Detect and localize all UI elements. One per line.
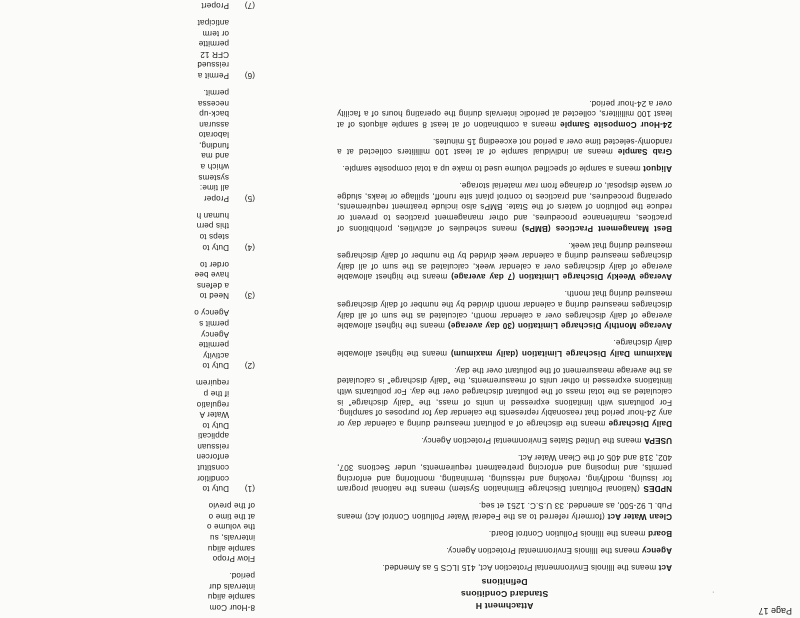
definition-term: Maximum Daily Discharge Limitation (daily maximum) — [450, 348, 672, 358]
definition-text: means the highest allowable average of daily discharges over a calendar week, calculated as the sum of all daily discharges measured during a calendar week divided by the number of daily discharges measured during that week. — [337, 240, 672, 282]
side-column — [0, 0, 255, 612]
condition-line: which a — [200, 162, 229, 172]
definition-term: Average Weekly Discharge Limitation (7 day average) — [451, 272, 672, 282]
definition-text: means the Illinois Environmental Protection Agency. — [446, 546, 640, 556]
definition-term: Agency — [641, 546, 672, 556]
condition-number: (6) — [244, 70, 255, 80]
condition-line: systems — [198, 172, 229, 182]
condition-text — [0, 16, 229, 80]
condition-line: and ma — [201, 151, 229, 161]
condition-line: Propert — [201, 1, 229, 10]
condition-text — [0, 500, 255, 564]
condition-line: requirem — [195, 378, 229, 388]
condition-line: 8-Hour Com — [209, 603, 255, 612]
definition-paragraph — [337, 239, 672, 281]
definition-term: 24-Hour Composite Sample — [560, 119, 672, 129]
condition-number: (4) — [244, 242, 255, 252]
condition-line: Agency — [201, 329, 229, 339]
condition-text — [0, 570, 255, 612]
conditions-list — [0, 0, 255, 612]
definition-text: (National Pollutant Discharge Elimination System) means the national program for issuing, modifying, revoking and reissuing, terminating, monitoring and enforcing permits, and imposing and enforcing pretreatment requirements, under Sections 307, 402, 318 and 405 of the Clean Water Act. — [337, 452, 672, 494]
condition-paragraph — [0, 377, 255, 494]
condition-line: anticipat — [197, 17, 229, 27]
condition-line: applicati — [197, 431, 229, 441]
condition-paragraph — [0, 570, 255, 612]
condition-paragraph — [0, 16, 255, 80]
definition-paragraph — [337, 97, 672, 129]
definition-paragraph — [337, 180, 672, 233]
condition-line: steps to — [199, 232, 229, 242]
page-number: Page 17 — [758, 606, 792, 616]
definition-paragraph — [337, 500, 672, 521]
condition-line: back-up — [199, 109, 229, 119]
condition-line: intervals, su — [209, 533, 255, 543]
condition-line: laborato — [198, 130, 229, 140]
definition-term: Grab Sample — [617, 147, 672, 157]
definition-paragraph — [337, 434, 672, 445]
condition-line: funding, — [198, 140, 229, 150]
condition-number: (1) — [244, 484, 255, 494]
condition-line: Proper — [203, 193, 229, 203]
condition-line: conditior — [197, 473, 229, 483]
definition-text: means the highest allowable daily discharge. — [336, 338, 672, 358]
definitions-heading: Definitions — [481, 577, 528, 587]
condition-text — [0, 209, 229, 251]
condition-line: necessa — [197, 98, 229, 108]
condition-line: reissuan — [197, 441, 229, 451]
definition-text: means the highest allowable average of daily discharges over a calendar month, calculated as the sum of all daily discharges measured during a calendar month divided by the number of daily discharges measured during that month. — [336, 289, 672, 331]
condition-line: sample aliqu — [207, 592, 255, 602]
definition-text: means the Illinois Pollution Control Board. — [488, 529, 646, 539]
definition-term: Aliquot — [643, 164, 672, 174]
definition-term: Average Monthly Discharge Limitation (30 day average) — [447, 321, 672, 331]
condition-line: a defens — [196, 280, 229, 290]
definition-term: Daily Discharge — [608, 418, 672, 428]
condition-text — [0, 307, 229, 371]
condition-number: (7) — [244, 1, 255, 10]
condition-line: human h — [196, 210, 229, 220]
condition-paragraph — [0, 209, 255, 251]
condition-line: if the p — [203, 388, 229, 398]
condition-line: Duty to — [202, 361, 229, 371]
condition-number: (5) — [244, 193, 255, 203]
condition-text — [0, 86, 229, 203]
condition-line: activity — [203, 350, 229, 360]
condition-text — [0, 377, 229, 494]
condition-line: of the previo — [208, 501, 255, 511]
stamp-mark: , — [712, 590, 714, 596]
condition-line: period. — [229, 571, 255, 581]
condition-paragraph — [0, 86, 255, 203]
condition-text — [0, 0, 229, 10]
definition-paragraph — [337, 364, 672, 428]
condition-line: all time: — [199, 183, 229, 193]
definition-paragraph — [337, 451, 672, 493]
definitions-list — [337, 97, 672, 572]
definition-term: NPDES — [643, 484, 672, 494]
definition-paragraph — [337, 544, 672, 555]
condition-line: Duty to — [202, 420, 229, 430]
definition-paragraph — [337, 163, 672, 174]
condition-line: order to — [199, 259, 229, 269]
definition-text: means a combination of at least 8 sample aliquots of at least 100 milliliters, collected at periodic intervals during the operating hours of a facility over a 24-hour period. — [337, 98, 672, 129]
condition-line: Permit a — [197, 70, 229, 80]
section-title: Standard Conditions — [460, 589, 549, 599]
definition-term: Board — [647, 529, 672, 539]
definition-paragraph — [337, 561, 672, 572]
condition-line: enforcen — [196, 452, 229, 462]
condition-line: at the time o — [208, 511, 255, 521]
definition-text: (formerly referred to as the Federal Water Pollution Control Act) means Pub. L 92-500, as amended. 33 U.S.C. 1251 et seq. — [336, 501, 672, 522]
definition-text: means schedules of activities, prohibitions of practices, maintenance procedures, and other management practices to prevent or reduce the pollution of waters of the State. BMPs also include treatment requirements, operating procedures, and practices to control plant site runoff, spillage or leaks, sludge or waste disposal, or drainage from raw material storage. — [337, 181, 672, 233]
condition-line: Water A — [199, 410, 229, 420]
definition-text: means the discharge of a pollutant measured during a calendar day or any 24-hour period that reasonably represents the calendar day for purposes of sampling. For pollutants with limitations expressed in units of mass, the "daily discharge" is calculated as the total mass of the pollutant discharged over the day. For pollutants with limitations expressed in other units of measurements, the "daily discharge" is calculated as the average measurement of the pollutant over the day. — [337, 365, 672, 428]
definition-text: means the Illinois Environmental Protection Act, 415 ILCS 5 as Amended. — [382, 563, 657, 572]
condition-text — [0, 258, 229, 300]
definition-term: Best Management Practices (BMPs) — [521, 223, 672, 233]
condition-line: Duty to — [202, 484, 229, 494]
condition-paragraph — [0, 258, 255, 300]
condition-line: constitut — [197, 463, 229, 473]
condition-line: Agency o — [194, 308, 229, 318]
condition-line: intervals dur — [208, 581, 255, 591]
condition-line: Flow Propo — [212, 554, 255, 564]
condition-line: reissued — [197, 60, 229, 70]
condition-number: (3) — [244, 291, 255, 301]
definition-term: Act — [658, 563, 672, 572]
condition-paragraph — [0, 307, 255, 371]
definition-text: means an individual sample of at least 100 milliliters collected at a randomly-selected time over a period not exceeding 15 minutes. — [337, 136, 672, 157]
definition-paragraph — [337, 337, 672, 358]
condition-line: sample aliqu — [207, 543, 255, 553]
definition-paragraph — [337, 288, 672, 330]
condition-line: regulatio — [196, 399, 229, 409]
condition-line: Duty to — [202, 242, 229, 252]
condition-line: or term — [202, 28, 229, 38]
definition-text: means the United States Environmental Protection Agency. — [421, 435, 642, 445]
condition-line: this pern — [196, 221, 229, 231]
definition-term: Clean Water Act — [607, 512, 672, 522]
definition-paragraph — [337, 527, 672, 538]
condition-number: (2) — [244, 361, 255, 371]
definition-term: USEPA — [643, 435, 672, 445]
condition-paragraph — [0, 500, 255, 564]
attachment-title: Attachment H — [475, 601, 534, 611]
condition-line: Need to — [199, 291, 229, 301]
condition-line: permitte — [198, 39, 229, 49]
condition-line: CFR 12 — [200, 49, 229, 59]
condition-line: have bee — [194, 270, 229, 280]
condition-line: permit s — [199, 318, 229, 328]
main-column — [337, 91, 672, 612]
condition-line: the volume o — [206, 522, 255, 532]
condition-line: assuran — [199, 119, 229, 129]
definition-text: means a sample of specified volume used to make up a total composite sample. — [342, 164, 641, 174]
condition-line: permit. — [203, 87, 229, 97]
definition-paragraph — [337, 135, 672, 156]
condition-paragraph — [0, 0, 255, 10]
condition-line: permitte — [198, 340, 229, 350]
